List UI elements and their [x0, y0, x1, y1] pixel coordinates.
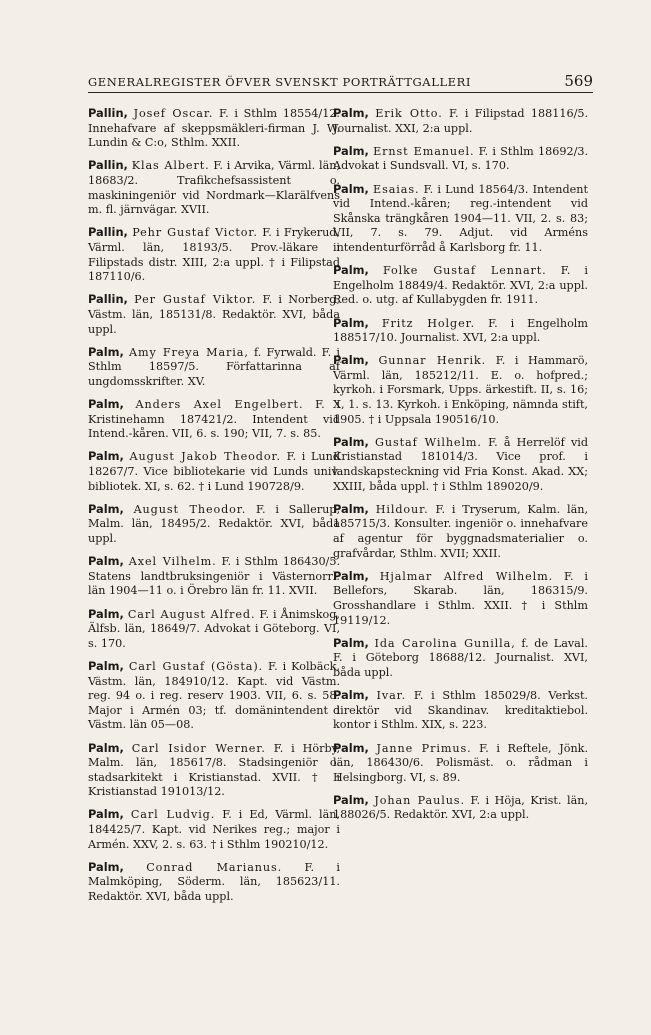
- entry-text: f. Fyrwald. F. i Sthlm 18597/5. Författarinna af ungdomsskrifter. XV.: [88, 345, 340, 388]
- entry-surname: Palm,: [88, 344, 124, 359]
- entry-given-name: Ernst Emanuel.: [373, 144, 475, 158]
- entry-surname: Palm,: [88, 449, 124, 464]
- entry-given-name: Anders Axel Engelbert.: [135, 398, 304, 412]
- register-entry: [333, 793, 588, 823]
- entry-given-name: Hjalmar Alfred Wilhelm.: [379, 569, 554, 583]
- entry-text: F. i Sthlm 18554/12. Innehafvare af skeppsmäkleri-firman J. W. Lundin & C:o, Sthlm. XXII.: [88, 107, 340, 150]
- entry-given-name: Amy Freya Maria,: [129, 345, 249, 359]
- entry-surname: Palm,: [333, 106, 369, 120]
- entry-text: F. i Sthlm 185029/8. Verkst. direktör vid Skandinav. kreditaktiebol. kontor i Sthlm. XIX, s. 223.: [333, 689, 588, 732]
- register-entry: [333, 688, 588, 733]
- register-entry: [88, 807, 340, 852]
- entry-surname: Palm,: [333, 181, 369, 196]
- entry-given-name: Ida Carolina Gunilla,: [374, 636, 516, 650]
- entry-given-name: August Theodor.: [133, 502, 247, 516]
- entry-surname: Palm,: [333, 353, 369, 368]
- entry-surname: Palm,: [88, 501, 124, 516]
- entry-surname: Pallin,: [88, 158, 128, 173]
- entry-text: F. i Malmköping, Söderm. län, 185623/11. Redaktör. XVI, båda uppl.: [88, 860, 340, 904]
- entry-given-name: Gunnar Henrik.: [378, 354, 487, 368]
- entry-text: F. i Engelholm 188517/10. Journalist. XVI, 2:a uppl.: [333, 316, 588, 345]
- right-column: [333, 106, 588, 831]
- entry-given-name: Janne Primus.: [376, 741, 472, 755]
- entry-surname: Palm,: [333, 434, 369, 449]
- entry-text: F. i Sthlm 18692/3. Advokat i Sundsvall. VI, s. 170.: [333, 144, 589, 173]
- register-entry: [333, 569, 588, 628]
- entry-surname: Palm,: [333, 315, 369, 330]
- register-entry: [88, 860, 340, 905]
- entry-given-name: Johan Paulus.: [374, 793, 465, 807]
- entry-text: F. å Herrelöf vid Kristianstad 181014/3. Vice prof. i landskapsteckning vid Fria Konst. Akad. XX; XXIII, båda uppl. † i Sthlm 189020/9.: [333, 435, 589, 493]
- entry-text: F. i Reftele, Jönk. län, 186430/6. Polismäst. o. rådman i Helsingborg. VI, s. 89.: [333, 741, 588, 784]
- entry-given-name: Carl Ludvig.: [130, 808, 216, 822]
- register-entry: [88, 607, 340, 652]
- entry-given-name: Klas Albert.: [131, 159, 210, 173]
- register-entry: [88, 158, 340, 217]
- entry-surname: Palm,: [333, 568, 369, 583]
- entry-text: F. i Engelholm 18849/4. Redaktör. XVI, 2:a uppl. Red. o. utg. af Kullabygden fr. 1911.: [333, 264, 588, 307]
- entry-given-name: August Jakob Theodor.: [129, 450, 281, 464]
- entry-given-name: Erik Otto.: [375, 107, 443, 120]
- entry-surname: Palm,: [88, 740, 124, 755]
- entry-text: F. i Filipstad 188116/5. Journalist. XXI, 2:a uppl.: [333, 107, 589, 135]
- entry-text: F. i Kristinehamn 187421/2. Intendent vid Intend.-kåren. VII, 6. s. 190; VII, 7. s. 85.: [88, 398, 340, 441]
- entry-text: F. i Lund 18267/7. Vice bibliotekarie vid Lunds univ. bibliotek. XI, s. 62. † i Lund 190728/9.: [88, 450, 341, 493]
- entry-given-name: Axel Vilhelm.: [128, 555, 217, 569]
- entry-surname: Palm,: [88, 554, 124, 569]
- register-entry: [333, 182, 588, 256]
- entry-given-name: Folke Gustaf Lennart.: [382, 264, 547, 278]
- entry-given-name: Ivar.: [376, 689, 407, 703]
- entry-given-name: Josef Oscar.: [133, 107, 214, 120]
- register-entry: [88, 292, 340, 337]
- entry-given-name: Conrad Marianus.: [146, 860, 283, 874]
- register-entry: [88, 397, 340, 442]
- register-entry: [88, 554, 340, 599]
- entry-surname: Palm,: [333, 143, 369, 158]
- register-entry: [88, 449, 340, 494]
- entry-text: f. de Laval. F. i Göteborg 18688/12. Journalist. XVI, båda uppl.: [333, 636, 588, 679]
- entry-text: F. i Hammarö, Värml. län, 185212/11. E. o. hofpred.; kyrkoh. i Forsmark, Upps. ärkestift. II, s. 16; X, 1. s. 13. Kyrkoh. i Enköping, nämnda stift, 1905. † i Uppsala 190516/10.: [333, 354, 588, 426]
- entry-surname: Pallin,: [88, 225, 128, 240]
- entry-text: F. i Norberg, Västm. län, 185131/8. Redaktör. XVI, båda uppl.: [88, 293, 340, 336]
- entry-given-name: Pehr Gustaf Victor.: [132, 226, 258, 240]
- page-header-title: GENERALREGISTER ÖFVER SVENSKT PORTRÄTTGALLERI: [88, 75, 472, 89]
- entry-surname: Palm,: [88, 859, 124, 874]
- entry-surname: Palm,: [88, 397, 124, 412]
- entry-text: F. i Hörby, Malm. län, 185617/8. Stadsingeniör o. stadsarkitekt i Kristianstad. XVII. † i Kristianstad 191013/12.: [88, 741, 340, 799]
- register-entry: [88, 659, 340, 733]
- entry-text: F. i Tryserum, Kalm. län, 185715/3. Konsulter. ingeniör o. innehafvare af agentur för byggnadsmaterialier o. grafvårdar, Sthlm. XVII; XXII.: [333, 502, 588, 560]
- entry-text: F. i Ed, Värml. län, 184425/7. Kapt. vid Nerikes reg.; major i Armén. XXV, 2. s. 63. † i Sthlm 190210/12.: [88, 808, 340, 851]
- entry-surname: Palm,: [333, 635, 369, 650]
- entry-surname: Palm,: [333, 740, 369, 755]
- register-entry: [88, 741, 340, 800]
- entry-text: F. i Ånimskog, Älfsb. län, 18649/7. Advokat i Göteborg. VI, s. 170.: [88, 607, 340, 650]
- entry-given-name: Carl Isidor Werner.: [131, 741, 266, 755]
- entry-text: F. i Höja, Krist. län, 188026/5. Redaktör. XVI, 2:a uppl.: [333, 793, 589, 822]
- entry-given-name: Gustaf Wilhelm.: [375, 435, 482, 449]
- register-entry: [333, 636, 588, 681]
- entry-given-name: Fritz Holger.: [381, 316, 476, 330]
- entry-given-name: Esaias.: [373, 182, 420, 196]
- register-entry: [333, 502, 588, 561]
- entry-surname: Palm,: [333, 501, 369, 516]
- entry-surname: Palm,: [88, 807, 124, 822]
- running-header: [88, 72, 593, 90]
- entry-surname: Palm,: [88, 658, 124, 673]
- register-entry: [333, 741, 588, 786]
- register-entry: [88, 106, 340, 151]
- entry-surname: Pallin,: [88, 292, 128, 307]
- entry-text: F. i Sthlm 186430/5. Statens landtbruksingeniör i Västernorrl. län 1904—11 o. i Örebro län fr. 11. XVII.: [88, 555, 340, 598]
- register-entry: [88, 502, 340, 547]
- register-entry: [333, 353, 588, 427]
- register-entry: [333, 106, 588, 136]
- entry-given-name: Per Gustaf Viktor.: [134, 293, 257, 307]
- register-entry: [333, 316, 588, 346]
- register-entry: [88, 345, 340, 390]
- entry-surname: Palm,: [333, 688, 369, 703]
- entry-text: F. i Sallerup, Malm. län, 18495/2. Redaktör. XVI, båda uppl.: [88, 502, 341, 545]
- register-entry: [333, 263, 588, 308]
- entry-surname: Pallin,: [88, 106, 128, 120]
- entry-given-name: Carl August Alfred.: [127, 607, 256, 621]
- entry-given-name: Hildour.: [375, 502, 429, 516]
- register-entry: [333, 144, 588, 174]
- left-column: [88, 106, 340, 912]
- entry-text: F. i Kolbäck, Västm. län, 184910/12. Kapt. vid Västm. reg. 94 o. i reg. reserv 1903. VII, 6. s. 58. Major i Armén 03; tf. domänintendent i Västm. län 05—08.: [88, 659, 340, 732]
- register-entry: [88, 225, 340, 284]
- register-entry: [333, 435, 588, 494]
- entry-given-name: Carl Gustaf (Gösta).: [128, 659, 264, 673]
- entry-surname: Palm,: [333, 263, 369, 278]
- entry-text: F. i Frykerud, Värml. län, 18193/5. Prov.-läkare i Filipstads distr. XIII, 2:a uppl. † i Filipstad 187110/6.: [88, 226, 341, 284]
- entry-surname: Palm,: [333, 792, 369, 807]
- header-rule: [88, 92, 593, 93]
- entry-surname: Palm,: [88, 606, 124, 621]
- entry-text: F. i Lund 18564/3. Intendent vid Intend.-kåren; reg.-intendent vid Skånska trängkåren 1904—11. VII, 2. s. 83; VII, 7. s. 79. Adjut. vid Arméns intendenturförråd å Karlsborg fr. 11.: [333, 182, 588, 254]
- entry-text: F. i Bellefors, Skarab. län, 186315/9. Grosshandlare i Sthlm. XXII. † i Sthlm 19119/12.: [333, 569, 588, 627]
- entry-text: F. i Arvika, Värml. län, 18683/2. Trafikchefsassistent o. maskiningeniör vid Nordmark—Klarälfvens m. fl. järnvägar. XVII.: [88, 159, 341, 217]
- page-number: 569: [564, 72, 593, 90]
